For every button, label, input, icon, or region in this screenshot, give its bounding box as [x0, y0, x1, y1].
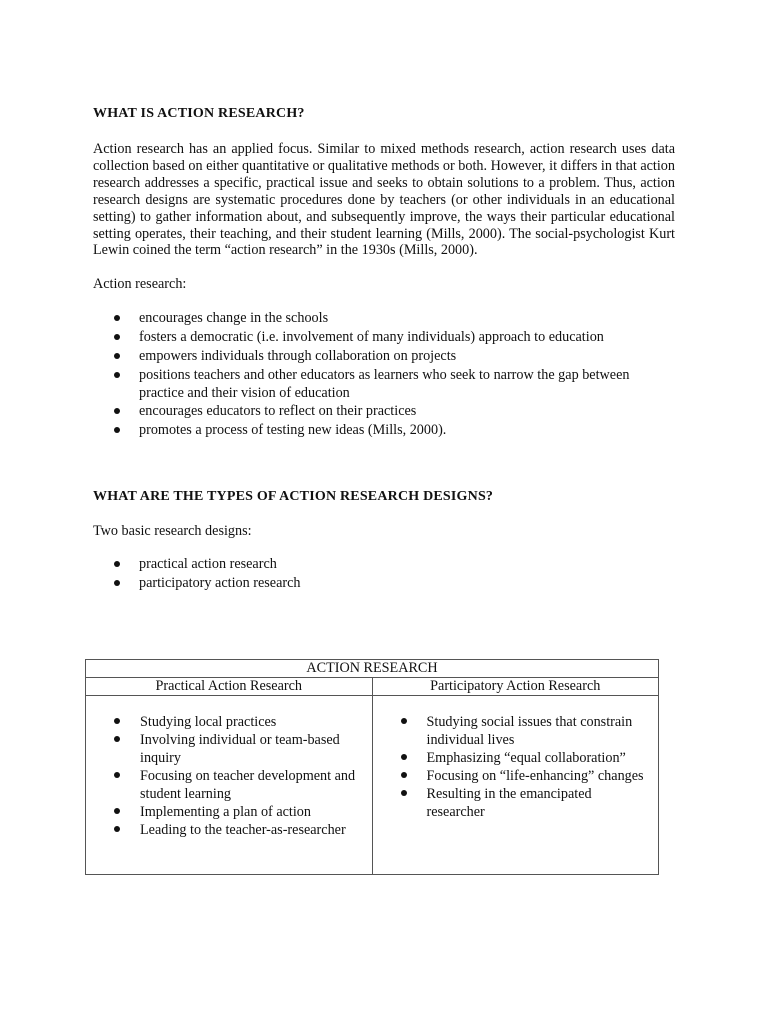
bullet-icon: [401, 718, 407, 724]
section1-paragraph: Action research has an applied focus. Similar to mixed methods research, action research uses data collection based on either quantitative or qualitative methods or both. However, it differs in that action research addresses a specific, practical issue and seeks to obtain solutions to a problem. Thus, action research designs are systematic procedures done by teachers (or other individuals in an educational setting) to gather information about, and subsequently improve, the ways their particular educational setting operates, their teaching, and their student learning (Mills, 2000). The social-psychologist Kurt Lewin coined the term “action research” in the 1930s (Mills, 2000).: [93, 141, 675, 259]
bullet-icon: [114, 372, 120, 378]
section1-bullet-list: [93, 310, 675, 439]
bullet-icon: [114, 334, 120, 340]
section1-list-intro: Action research:: [93, 276, 187, 293]
list-item: Leading to the teacher-as-researcher: [86, 821, 372, 839]
practical-list: [86, 713, 372, 839]
list-item: positions teachers and other educators as learners who seek to narrow the gap between practice and their vision of education: [93, 367, 675, 402]
list-item: encourages educators to reflect on their practices: [93, 403, 675, 421]
list-item: practical action research: [93, 556, 675, 574]
section2-intro: Two basic research designs:: [93, 522, 252, 539]
participatory-list: [373, 713, 659, 821]
list-item: Resulting in the emancipated researcher: [373, 785, 659, 821]
list-item: Focusing on “life-enhancing” changes: [373, 767, 659, 785]
bullet-icon: [114, 408, 120, 414]
table-title: ACTION RESEARCH: [86, 660, 659, 678]
list-item: Implementing a plan of action: [86, 803, 372, 821]
bullet-icon: [114, 718, 120, 724]
list-item: Focusing on teacher development and student learning: [86, 767, 372, 803]
bullet-icon: [114, 808, 120, 814]
bullet-icon: [114, 580, 120, 586]
section2-heading: WHAT ARE THE TYPES OF ACTION RESEARCH DESIGNS?: [93, 488, 494, 504]
bullet-icon: [401, 754, 407, 760]
list-item: Studying social issues that constrain individual lives: [373, 713, 659, 749]
list-item: fosters a democratic (i.e. involvement of many individuals) approach to education: [93, 329, 675, 347]
section1-heading: WHAT IS ACTION RESEARCH?: [93, 106, 305, 121]
bullet-icon: [114, 315, 120, 321]
list-item: promotes a process of testing new ideas (Mills, 2000).: [93, 422, 675, 440]
action-research-table: [85, 659, 659, 875]
list-item: empowers individuals through collaboration on projects: [93, 348, 675, 366]
list-item: participatory action research: [93, 575, 675, 593]
bullet-icon: [401, 790, 407, 796]
bullet-icon: [114, 736, 120, 742]
list-item: encourages change in the schools: [93, 310, 675, 328]
bullet-icon: [114, 427, 120, 433]
bullet-icon: [114, 561, 120, 567]
bullet-icon: [114, 772, 120, 778]
list-item: Emphasizing “equal collaboration”: [373, 749, 659, 767]
section2-bullet-list: [93, 556, 675, 592]
column-header-practical: Practical Action Research: [86, 678, 373, 696]
bullet-icon: [401, 772, 407, 778]
column-header-participatory: Participatory Action Research: [372, 678, 659, 696]
list-item: Studying local practices: [86, 713, 372, 731]
bullet-icon: [114, 826, 120, 832]
participatory-cell: [372, 696, 659, 875]
bullet-icon: [114, 353, 120, 359]
practical-cell: [86, 696, 373, 875]
list-item: Involving individual or team-based inquiry: [86, 731, 372, 767]
document-page: [93, 104, 675, 594]
